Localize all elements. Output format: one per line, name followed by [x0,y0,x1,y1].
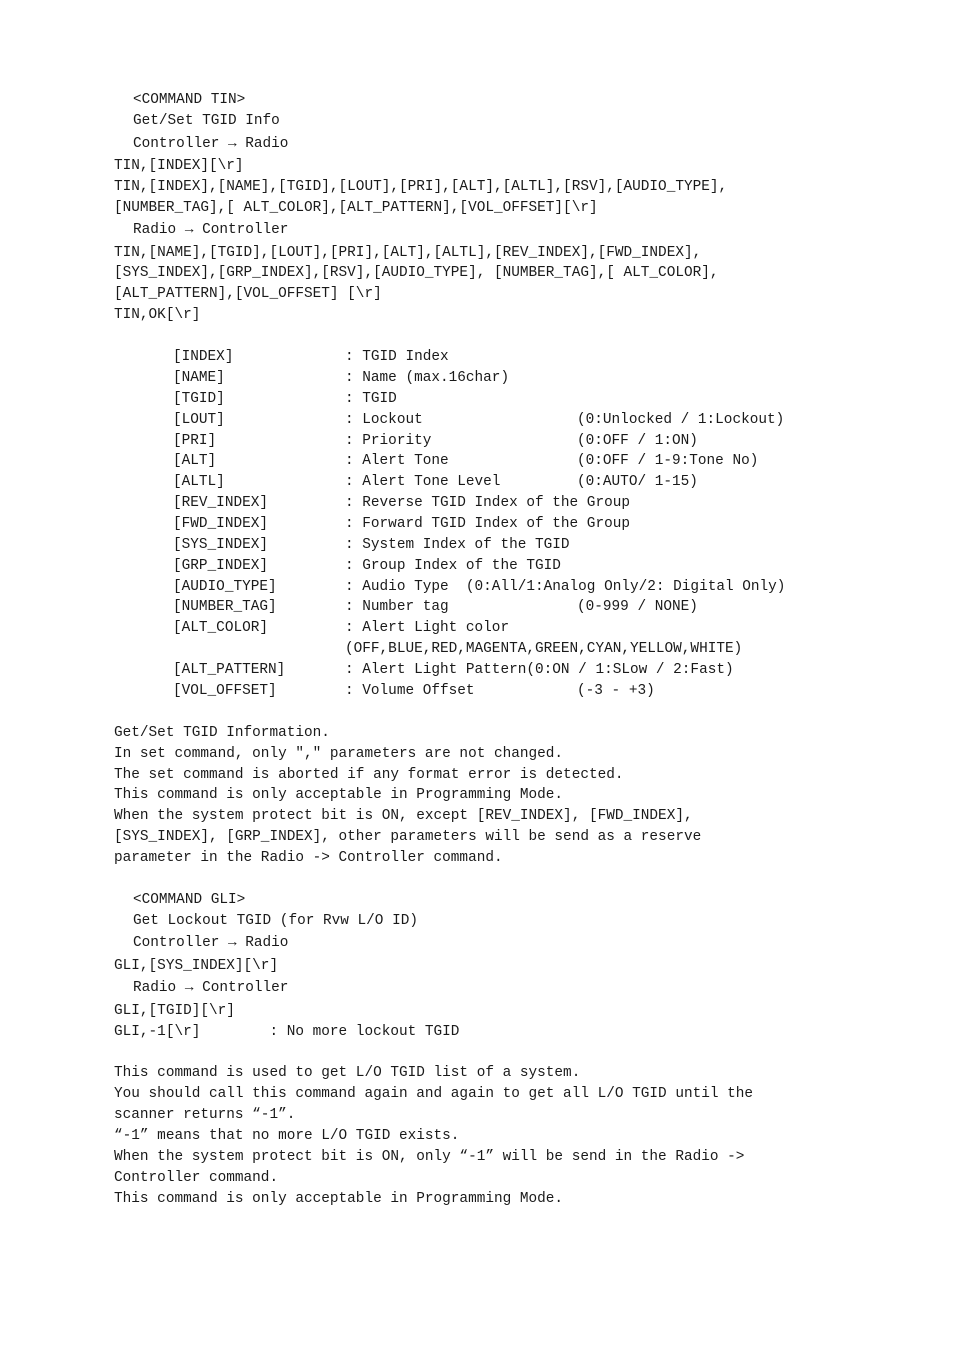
gli-radio-response: GLI,[TGID][\r] [114,1003,235,1019]
param-name: [NUMBER_TAG] [173,599,277,615]
param-row [0,619,954,637]
param-description: : Group Index of the TGID [345,558,561,574]
gli-radio-no-more: GLI,-1[\r] : No more lockout TGID [114,1024,460,1040]
param-name: [ALT_COLOR] [173,620,268,636]
param-row [0,515,954,533]
param-name: [NAME] [173,370,225,386]
tin-note-line: Get/Set TGID Information. [114,725,330,741]
tin-subtitle: Get/Set TGID Info [133,113,280,129]
param-range: (0:OFF / 1:ON) [577,433,698,449]
param-description: : Lockout [345,412,423,428]
tin-radio-ok: TIN,OK[\r] [114,307,201,323]
param-name: [AUDIO_TYPE] [173,579,277,595]
param-description: : Priority [345,433,432,449]
param-name: [TGID] [173,391,225,407]
param-name: [PRI] [173,433,217,449]
param-description: : Audio Type (0:All/1:Analog Only/2: Digital Only) [345,579,786,595]
gli-note-line: Controller command. [114,1170,279,1186]
tin-note-line: In set command, only "," parameters are not changed. [114,746,564,762]
param-name: [REV_INDEX] [173,495,268,511]
param-description: (OFF,BLUE,RED,MAGENTA,GREEN,CYAN,YELLOW,WHITE) [345,641,743,657]
param-name: [ALTL] [173,474,225,490]
param-range: (0:OFF / 1-9:Tone No) [577,453,759,469]
tin-note-line: [SYS_INDEX], [GRP_INDEX], other parameters will be send as a reserve [114,829,702,845]
param-name: [SYS_INDEX] [173,537,268,553]
param-row [0,432,954,450]
param-name: [INDEX] [173,349,234,365]
tin-note-line: When the system protect bit is ON, except [REV_INDEX], [FWD_INDEX], [114,808,693,824]
param-row [0,682,954,700]
param-description: : Forward TGID Index of the Group [345,516,630,532]
gli-note-line: “-1” means that no more L/O TGID exists. [114,1128,460,1144]
param-description: : TGID Index [345,349,449,365]
param-range: (0:AUTO/ 1-15) [577,474,698,490]
tin-note-line: The set command is aborted if any format error is detected. [114,767,624,783]
param-description: : TGID [345,391,397,407]
gli-subtitle: Get Lockout TGID (for Rvw L/O ID) [133,913,418,929]
param-description: : Reverse TGID Index of the Group [345,495,630,511]
param-row [0,473,954,491]
gli-note-line: scanner returns “-1”. [114,1107,296,1123]
param-range: (0:Unlocked / 1:Lockout) [577,412,785,428]
param-row [0,598,954,616]
gli-note-line: This command is used to get L/O TGID list of a system. [114,1065,581,1081]
tin-radio-response-1: TIN,[NAME],[TGID],[LOUT],[PRI],[ALT],[ALTL],[REV_INDEX],[FWD_INDEX], [114,245,702,261]
tin-controller-command-set-2: [NUMBER_TAG],[ ALT_COLOR],[ALT_PATTERN],[VOL_OFFSET][\r] [114,200,598,216]
gli-note-line: This command is only acceptable in Programming Mode. [114,1191,564,1207]
tin-controller-command-set-1: TIN,[INDEX],[NAME],[TGID],[LOUT],[PRI],[ALT],[ALTL],[RSV],[AUDIO_TYPE], [114,179,728,195]
tin-note-line: parameter in the Radio -> Controller command. [114,850,503,866]
param-row [0,557,954,575]
gli-heading: <COMMAND GLI> [133,892,246,908]
param-row [0,536,954,554]
param-description: : Number tag [345,599,449,615]
param-row [0,494,954,512]
param-description: : Alert Tone [345,453,449,469]
param-name: [GRP_INDEX] [173,558,268,574]
param-name: [FWD_INDEX] [173,516,268,532]
param-row [0,661,954,679]
param-description: : Alert Light color [345,620,510,636]
tin-heading: <COMMAND TIN> [133,92,246,108]
gli-direction-radio-to-controller: Radio → Controller [133,980,289,996]
param-description: : Volume Offset [345,683,475,699]
param-row [0,348,954,366]
gli-controller-command: GLI,[SYS_INDEX][\r] [114,958,279,974]
param-name: [ALT_PATTERN] [173,662,286,678]
param-row [0,411,954,429]
param-row-continuation [0,640,954,658]
param-name: [ALT] [173,453,217,469]
tin-radio-response-2: [SYS_INDEX],[GRP_INDEX],[RSV],[AUDIO_TYPE], [NUMBER_TAG],[ ALT_COLOR], [114,265,719,281]
gli-direction-controller-to-radio: Controller → Radio [133,935,289,951]
tin-note-line: This command is only acceptable in Programming Mode. [114,787,564,803]
tin-direction-controller-to-radio: Controller → Radio [133,136,289,152]
param-description: : System Index of the TGID [345,537,570,553]
param-description: : Alert Tone Level [345,474,501,490]
param-description: : Name (max.16char) [345,370,510,386]
param-range: (0-999 / NONE) [577,599,698,615]
tin-direction-radio-to-controller: Radio → Controller [133,222,289,238]
tin-radio-response-3: [ALT_PATTERN],[VOL_OFFSET] [\r] [114,286,382,302]
gli-note-line: When the system protect bit is ON, only “-1” will be send in the Radio -> [114,1149,745,1165]
param-row [0,369,954,387]
param-row [0,390,954,408]
param-description: : Alert Light Pattern(0:ON / 1:SLow / 2:Fast) [345,662,734,678]
gli-note-line: You should call this command again and again to get all L/O TGID until the [114,1086,754,1102]
tin-controller-command-get: TIN,[INDEX][\r] [114,158,244,174]
param-range: (-3 - +3) [577,683,655,699]
param-name: [VOL_OFFSET] [173,683,277,699]
param-row [0,452,954,470]
param-row [0,578,954,596]
param-name: [LOUT] [173,412,225,428]
